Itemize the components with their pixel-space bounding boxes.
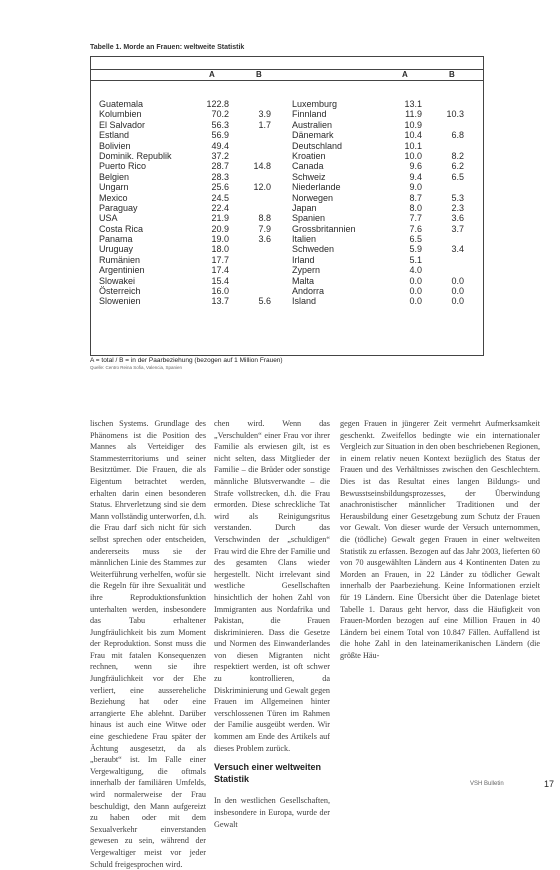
- value-a: 24.5: [211, 192, 229, 203]
- value-a: 28.7: [211, 161, 229, 172]
- section-heading: Versuch einer weltweiten Statistik: [214, 762, 322, 784]
- value-a: 25.6: [211, 182, 229, 193]
- country-name: Dominik. Republik: [99, 150, 172, 161]
- value-a: 8.0: [409, 202, 422, 213]
- value-b: 3.6: [451, 213, 464, 224]
- country-name: Ungarn: [99, 182, 129, 193]
- value-b: 3.6: [258, 234, 271, 245]
- country-name: Luxemburg: [292, 99, 338, 109]
- value-a: 10.0: [404, 150, 422, 161]
- country-name: Japan: [292, 202, 317, 213]
- text-column-2: [214, 418, 330, 829]
- country-name: Australien: [292, 119, 333, 130]
- value-b: 5.3: [451, 192, 464, 203]
- value-a: 9.4: [409, 171, 422, 182]
- country-name: Island: [292, 296, 317, 307]
- value-a: 11.9: [405, 109, 422, 120]
- country-name: Belgien: [99, 171, 130, 182]
- country-name: Irland: [292, 254, 315, 265]
- country-name: Mexico: [99, 192, 128, 203]
- value-a: 10.1: [404, 140, 422, 151]
- text-column-1: [90, 418, 206, 869]
- value-a: 28.3: [211, 171, 229, 182]
- value-b: 6.5: [451, 171, 464, 182]
- country-name: USA: [99, 213, 118, 224]
- country-name: Deutschland: [292, 140, 343, 151]
- value-b: 3.4: [451, 244, 464, 255]
- value-a: 70.2: [211, 109, 229, 120]
- value-a: 122.8: [206, 99, 229, 109]
- value-b: 6.2: [451, 161, 464, 172]
- country-name: Andorra: [292, 286, 325, 297]
- column-3-paragraph: gegen Frauen in jüngerer Zeit vermehrt Aufmerksamkeit geschenkt. Zweifellos bedingte wie ein internationaler Vergleich zur Situation in den oben beschriebenen Regionen, in einem relativ neuen Kontext bezüglich des Status der Frauen und des Verhältnisses zwischen den Geschlechtern. Dies ist das Resultat eines langen Bildungs- und Bewusstseinsbildungsprozesses, der Überwindung anachronistischer männlicher Traditionen und der Herausbildung einer Gesetzgebung zum Schutz der Frauen vor Gewalt. Von dieser wurde der Versuch unternommen, die (tödliche) Gewalt gegen Frauen in einer weltweiten Statistik zu erfassen. Bezogen auf das Jahr 2003, lieferten 60 von 70 ausgewählten Ländern aus 4 Kontinenten Daten zu Morden an Frauen, in 22 Länder zu tödlicher Gewalt innerhalb der Paarbeziehung. Keine Informationen erzielt für 19 Ländern. Eine Übersicht über die Datenlage bietet Tabelle 1. Daraus geht hervor, dass die Häufigkeit von Frauen-Morden bezogen auf eine Million Frauen in 40 Ländern bei einem Total von 10.847 Fällen. Auffallend ist die hohe Zahl in den lateinamerikanischen Ländern (die größte Häu-: [340, 419, 540, 660]
- value-a: 8.7: [409, 192, 422, 203]
- value-b: 0.0: [451, 296, 464, 307]
- country-name: Panama: [99, 234, 133, 245]
- header-b-left: B: [256, 70, 262, 79]
- value-a: 15.4: [211, 275, 229, 286]
- table-header: [91, 69, 483, 81]
- value-a: 56.3: [211, 119, 229, 130]
- value-a: 56.9: [211, 130, 229, 141]
- country-name: Puerto Rico: [99, 161, 147, 172]
- value-a: 0.0: [409, 275, 422, 286]
- value-a: 0.0: [409, 286, 422, 297]
- value-a: 7.7: [409, 213, 422, 224]
- country-name: Spanien: [292, 213, 326, 224]
- country-name: Zypern: [292, 265, 321, 276]
- value-a: 4.0: [409, 265, 422, 276]
- value-a: 13.1: [404, 99, 422, 109]
- country-name: Österreich: [99, 286, 141, 297]
- value-b: 2.3: [451, 202, 464, 213]
- value-b: 10.3: [446, 109, 464, 120]
- country-name: Kroatien: [292, 150, 326, 161]
- value-b: 6.8: [451, 130, 464, 141]
- value-a: 19.0: [211, 234, 229, 245]
- value-a: 17.7: [211, 254, 229, 265]
- country-name: Canada: [292, 161, 324, 172]
- value-b: 8.2: [451, 150, 464, 161]
- country-name: Argentinien: [99, 265, 145, 276]
- value-a: 13.7: [211, 296, 229, 307]
- value-b: 8.8: [258, 213, 271, 224]
- country-name: Bolivien: [99, 140, 131, 151]
- text-column-3: [340, 418, 540, 800]
- country-name: Italien: [292, 234, 317, 245]
- header-a-left: A: [209, 70, 215, 79]
- value-a: 5.9: [409, 244, 422, 255]
- value-a: 10.4: [404, 130, 422, 141]
- value-b: 1.7: [258, 119, 271, 130]
- country-name: Niederlande: [292, 182, 341, 193]
- country-name: Slowenien: [99, 296, 141, 307]
- table-source: Quelle: Centro Reina Sofia, Valencia, Spanien: [90, 365, 182, 370]
- country-name: Rumänien: [99, 254, 141, 265]
- value-b: 0.0: [451, 286, 464, 297]
- country-name: Kolumbien: [99, 109, 142, 120]
- value-b: 14.8: [253, 161, 271, 172]
- value-b: 0.0: [451, 275, 464, 286]
- statistics-table: [90, 56, 484, 356]
- page-number: 17: [544, 779, 555, 789]
- column-2-paragraph: chen wird. Wenn das „Verschulden“ einer Frau vor ihrer Familie als erwiesen gilt, ist es nicht selten, dass Mitglieder der Familie – die Brüder oder sonstige männliche Blutsverwandte – die Strafe vollstrecken, d.h. die Frau ermorden. Diese schreckliche Tat wird als Reinigungsritus verstanden. Durch das Verschwinden der „schuldigen“ Frau wird die Ehre der Familie und des gesamten Clans wieder hergestellt. Nicht irrelevant sind westliche Gesellschaften hinsichtlich der hohen Zahl von Immigranten aus Nordafrika und Pakistan, die Frauen diskriminieren. Dass die Gesetze und Normen des Einwanderlandes von diesen Migranten nicht respektiert werden, ist oft schwer zu kontrollieren, da Diskriminierung und Gewalt gegen Frauen im Allgemeinen hinter verschlossenen Türen im Rahmen der Familie ausgeübt werden. Wir kommen am Ende des Artikels auf dieses Problem zurück.: [214, 419, 330, 753]
- value-a: 6.5: [409, 234, 422, 245]
- value-a: 9.0: [409, 182, 422, 193]
- country-name: Schweden: [292, 244, 335, 255]
- country-name: Guatemala: [99, 99, 144, 109]
- country-name: Costa Rica: [99, 223, 144, 234]
- country-name: Finnland: [292, 109, 327, 120]
- value-a: 16.0: [211, 286, 229, 297]
- value-b: 7.9: [258, 223, 271, 234]
- value-a: 17.4: [211, 265, 229, 276]
- country-name: Malta: [292, 275, 315, 286]
- value-a: 49.4: [211, 140, 229, 151]
- value-b: 3.9: [258, 109, 271, 120]
- column-1-paragraph: lischen Systems. Grundlage des Phänomens ist die Position des Mannes als Verteidiger des Stammesterritoriums und seiner Besitztümer. Die Frauen, die als Eigentum betrachtet werden, erhalten darin einen besonderen Status. Ehrverletzung sind sie dem Mann vollständig unterworfen, d.h. die Frau darf sich nicht für sich selbst sprechen oder entscheiden, andererseits muss sie der männlichen Linie des Stammes zur Weiterführung verhelfen, wofür sie die Regeln für ihre Sexualität und ihre Reproduktionsfunktion unterhalten werden, insbesondere das Tabu erhaltener Jungfräulichkeit bis zum Moment der Reproduktion. Sonst muss die Frau mit fatalen Konsequenzen rechnen, wenn sie ihre Jungfräulichkeit vor der Ehe verliert, eine aussereheliche Beziehung hat oder eine arrangierte Ehe ablehnt. Darüber hinaus ist auch eine Witwe oder eine geschiedene Frau später der Ächtung ausgesetzt, da als „beraubt“ ist. Im Falle einer Vergewaltigung, die oftmals innerhalb der familiären Umfelds, wird normalerweise der Frau beschuldigt, den Mann aufgereizt zu haben oder mit dem Sexualverkehr einverstanden gewesen zu sein, während der Vergewaltiger meist vor jeder Schuld freigesprochen wird.: [90, 419, 206, 869]
- value-a: 9.6: [409, 161, 422, 172]
- value-b: 3.7: [451, 223, 464, 234]
- value-a: 22.4: [211, 202, 229, 213]
- country-name: Uruguay: [99, 244, 134, 255]
- header-a-right: A: [402, 70, 408, 79]
- header-b-right: B: [449, 70, 455, 79]
- value-b: 5.6: [258, 296, 271, 307]
- column-2-paragraph-2: In den westlichen Gesellschaften, insbesondere in Europa, wurde der Gewalt: [214, 796, 330, 829]
- country-name: Paraguay: [99, 202, 138, 213]
- value-a: 10.9: [404, 119, 422, 130]
- value-b: 12.0: [253, 182, 271, 193]
- country-name: Norwegen: [292, 192, 334, 203]
- country-name: Dänemark: [292, 130, 334, 141]
- value-a: 5.1: [409, 254, 422, 265]
- country-name: Estland: [99, 130, 130, 141]
- country-name: Grossbritannien: [292, 223, 356, 234]
- country-name: Schweiz: [292, 171, 326, 182]
- country-name: El Salvador: [99, 119, 146, 130]
- value-a: 0.0: [409, 296, 422, 307]
- value-a: 18.0: [211, 244, 229, 255]
- country-name: Slowakei: [99, 275, 136, 286]
- value-a: 37.2: [211, 150, 229, 161]
- value-a: 21.9: [211, 213, 229, 224]
- footer-label: VSH Bulletin: [470, 781, 504, 787]
- table-note: A = total / B = in der Paarbeziehung (bezogen auf 1 Million Frauen): [90, 357, 283, 364]
- value-a: 20.9: [211, 223, 229, 234]
- table-title: Tabelle 1. Morde an Frauen: weltweite Statistik: [90, 44, 245, 51]
- value-a: 7.6: [409, 223, 422, 234]
